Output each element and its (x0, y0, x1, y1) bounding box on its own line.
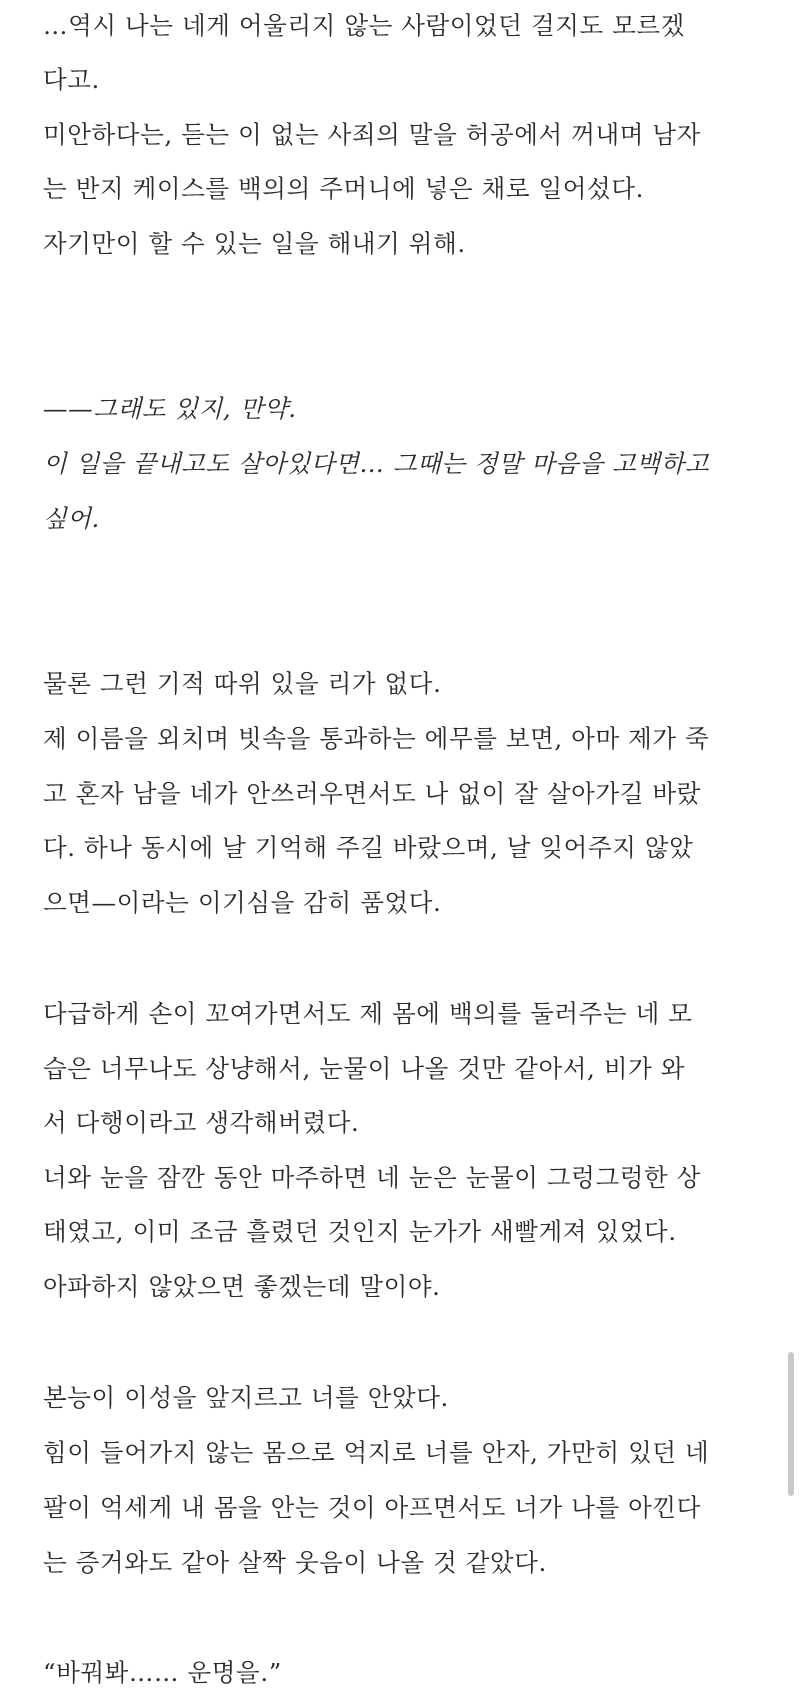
text-line: 너와 눈을 잠깐 동안 마주하면 네 눈은 눈물이 그렁그렁한 상 (43, 1163, 701, 1192)
text-line: 다. 하나 동시에 날 기억해 주길 바랐으며, 날 잊어주지 않았 (43, 833, 694, 862)
text-line: 태였고, 이미 조금 흘렸던 것인지 눈가가 새빨게져 있었다. (43, 1217, 677, 1246)
text-line: 아파하지 않았으면 좋겠는데 말이야. (43, 1272, 441, 1301)
text-line: 제 이름을 외치며 빗속을 통과하는 에무를 보면, 아마 제가 죽 (43, 724, 710, 753)
scrollbar-thumb[interactable] (788, 1352, 794, 1496)
text-line: 팔이 억세게 내 몸을 안는 것이 아프면서도 너가 나를 아낀다 (43, 1493, 701, 1522)
text-line: …역시 나는 네게 어울리지 않는 사람이었던 걸지도 모르겠 (43, 11, 685, 40)
text-line: 는 증거와도 같아 살짝 웃음이 나올 것 같았다. (43, 1548, 547, 1577)
text-line: 본능이 이성을 앞지르고 너를 안았다. (43, 1383, 449, 1412)
text-line: 으면—이라는 이기심을 감히 품었다. (43, 888, 442, 917)
italic-text-line: ——그래도 있지, 만약. (43, 394, 297, 423)
text-line: 는 반지 케이스를 백의의 주머니에 넣은 채로 일어섰다. (43, 174, 644, 203)
text-line: 고 혼자 남을 네가 안쓰러우면서도 나 없이 잘 살아가길 바랐 (43, 779, 701, 808)
italic-text-line: 싶어. (43, 504, 100, 533)
text-line: 다고. (43, 65, 100, 94)
italic-text-line: 이 일을 끝내고도 살아있다면… 그때는 정말 마음을 고백하고 (43, 449, 710, 478)
text-line: 서 다행이라고 생각해버렸다. (43, 1108, 360, 1137)
text-line: 다급하게 손이 꼬여가면서도 제 몸에 백의를 둘러주는 네 모 (43, 999, 693, 1028)
dialogue-line: “바꿔봐…… 운명을.” (43, 1658, 282, 1687)
text-line: 습은 너무나도 상냥해서, 눈물이 나올 것만 같아서, 비가 와 (43, 1054, 686, 1083)
text-line: 물론 그런 기적 따위 있을 리가 없다. (43, 669, 442, 698)
text-line: 미안하다는, 듣는 이 없는 사죄의 말을 허공에서 꺼내며 남자 (43, 120, 701, 149)
text-line: 힘이 들어가지 않는 몸으로 억지로 너를 안자, 가만히 있던 네 (43, 1438, 710, 1467)
text-line: 자기만이 할 수 있는 일을 해내기 위해. (43, 229, 466, 258)
